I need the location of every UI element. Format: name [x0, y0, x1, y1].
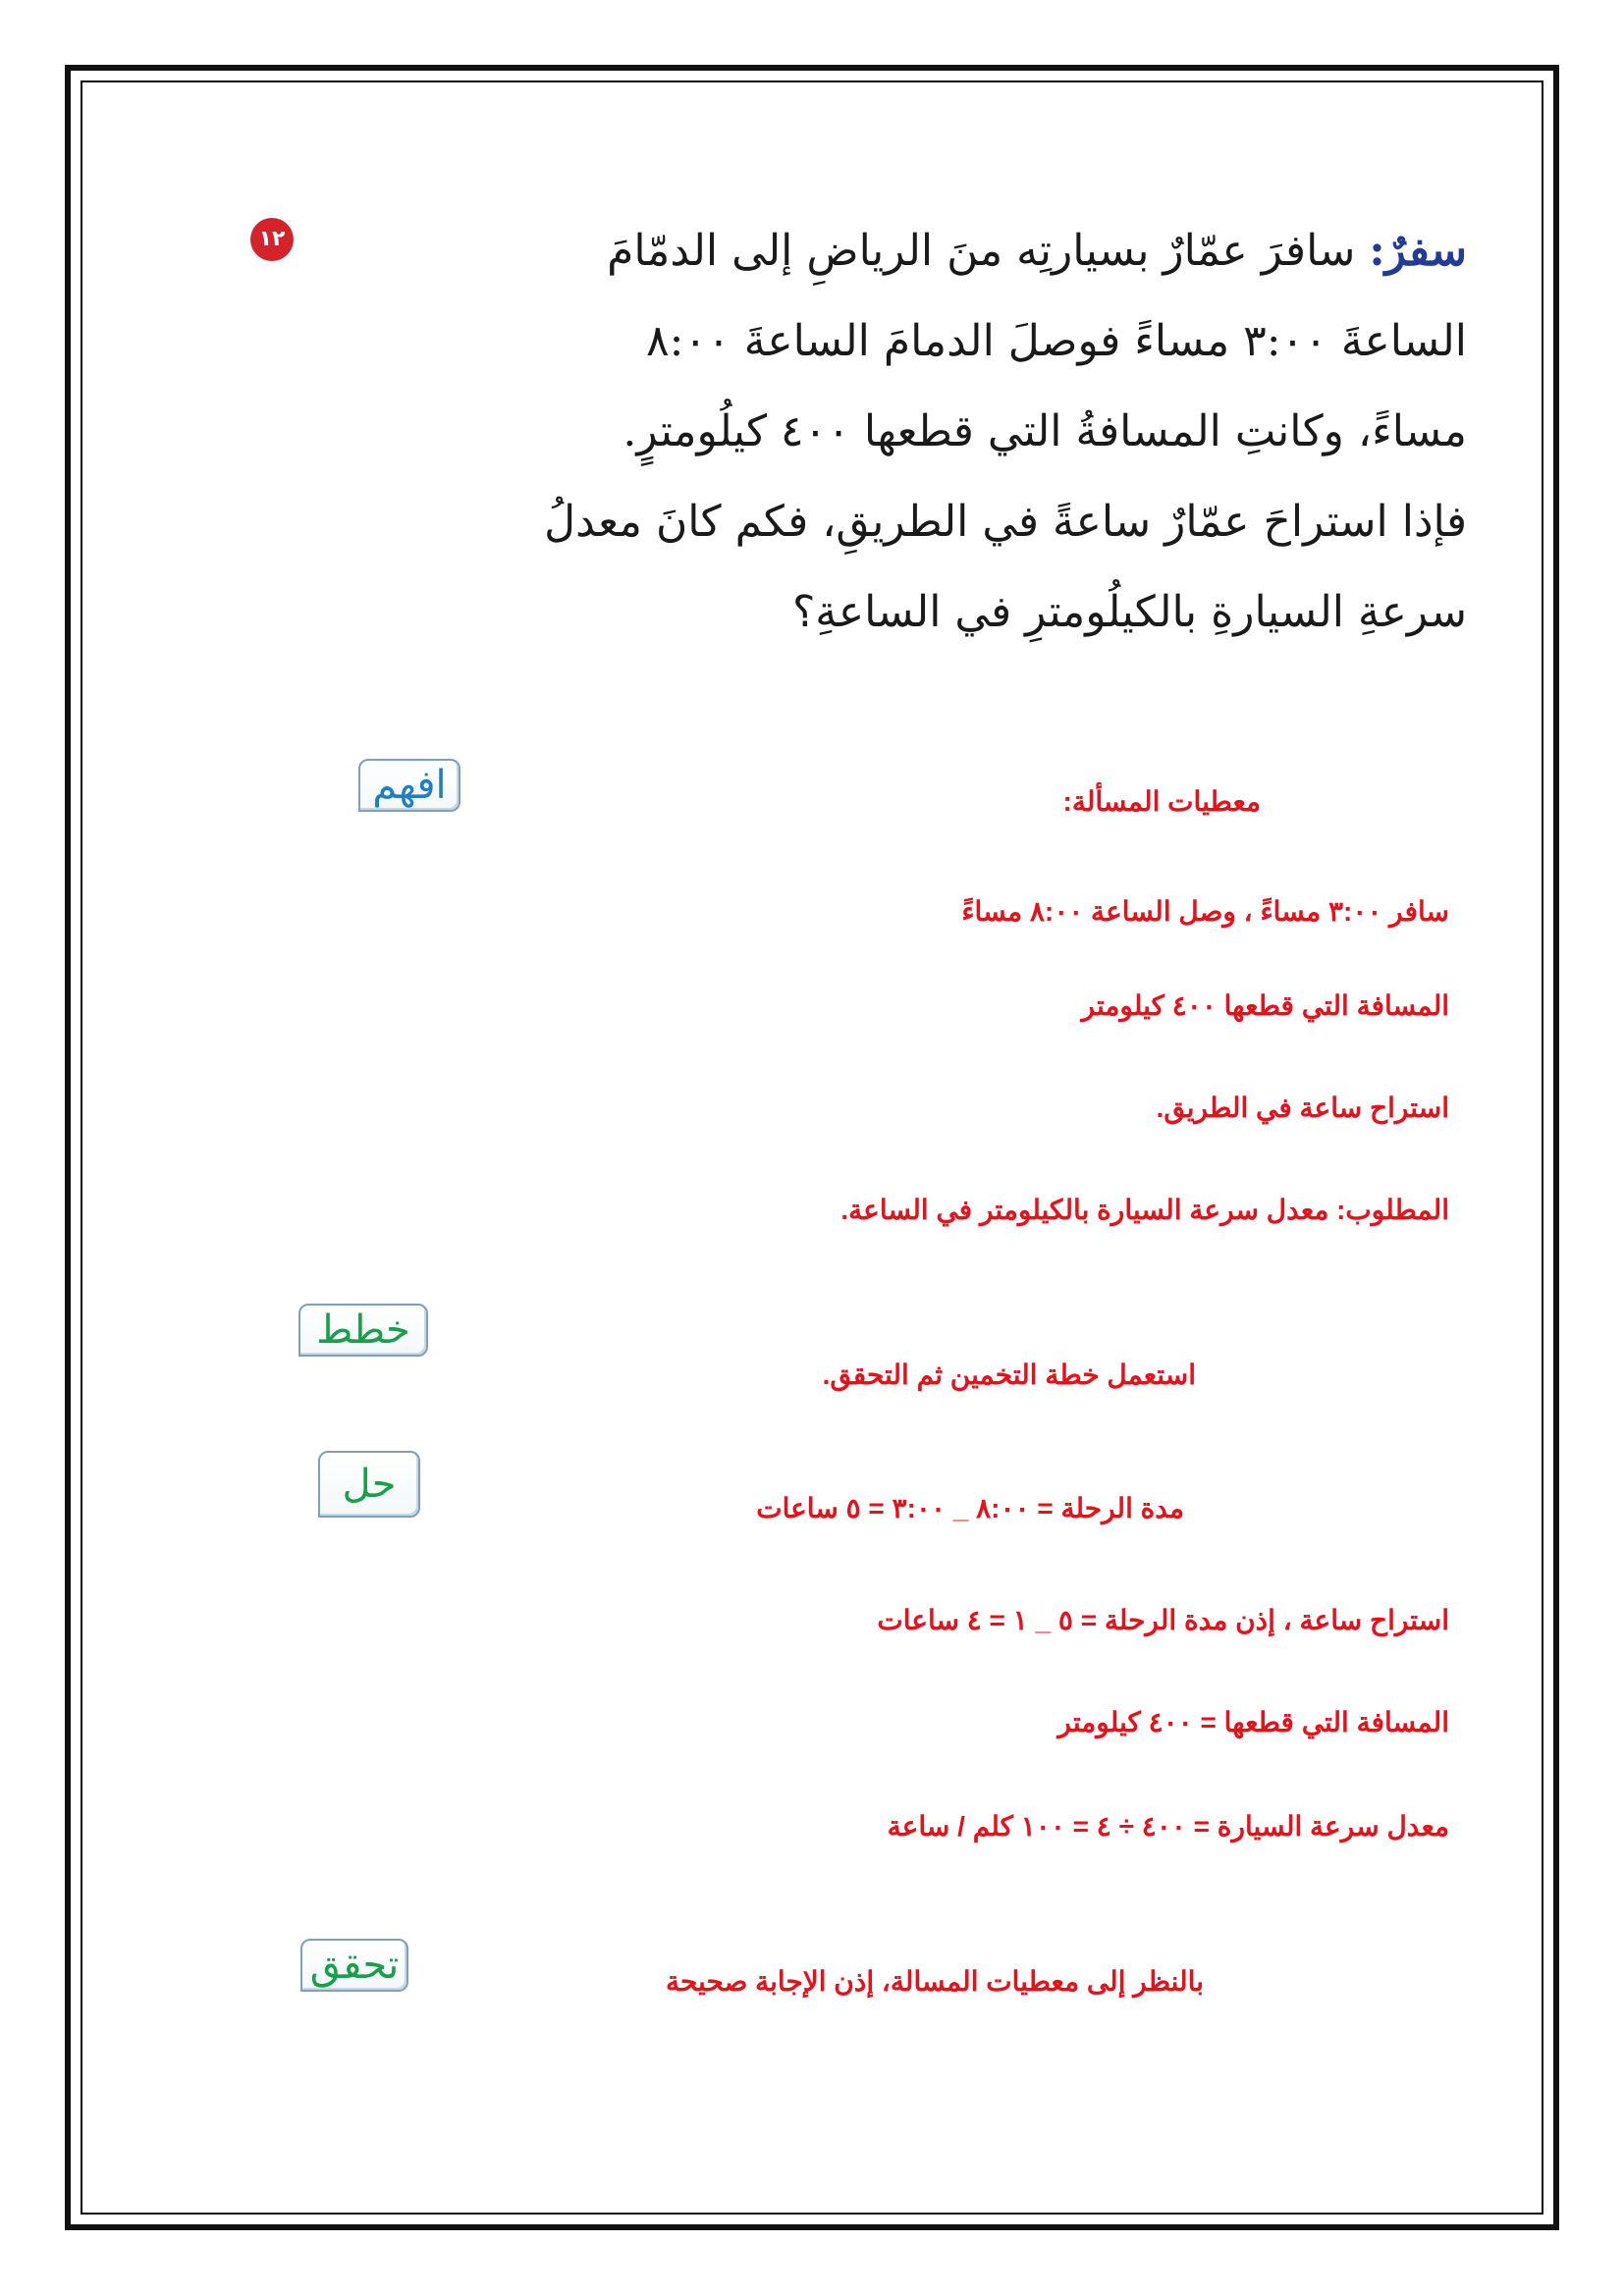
solve-line-3: المسافة التي قطعها = ٤٠٠ كيلومتر: [1057, 1707, 1449, 1737]
problem-line-1-text: سافرَ عمّارٌ بسيارتِه منَ الرياضِ إلى الدمّامَ: [607, 226, 1356, 276]
plan-text: استعمل خطة التخمين ثم التحقق.: [822, 1360, 1196, 1390]
solve-line-2: استراح ساعة ، إذن مدة الرحلة = ٥ _ ١ = ٤ ساعات: [877, 1605, 1449, 1635]
problem-statement: [338, 206, 1467, 658]
required-line: المطلوب: معدل سرعة السيارة بالكيلومتر في الساعة.: [840, 1195, 1449, 1225]
problem-line-5: سرعةِ السيارةِ بالكيلُومترِ في الساعةِ؟: [791, 587, 1467, 637]
problem-line-2: الساعةَ ٣:٠٠ مساءً فوصلَ الدمامَ الساعةَ ٨:٠٠: [646, 316, 1467, 366]
given-line-2: المسافة التي قطعها ٤٠٠ كيلومتر: [1081, 990, 1449, 1021]
plan-badge: خطط: [298, 1304, 428, 1357]
given-line-3: استراح ساعة في الطريق.: [1156, 1093, 1449, 1123]
solve-badge: حل: [318, 1451, 420, 1518]
understand-badge: افهم: [358, 759, 460, 812]
given-line-1: سافر ٣:٠٠ مساءً ، وصل الساعة ٨:٠٠ مساءً: [961, 896, 1449, 927]
check-badge: تحقق: [300, 1939, 408, 1992]
problem-line-3: مساءً، وكانتِ المسافةُ التي قطعها ٤٠٠ كيلُومترٍ.: [623, 406, 1467, 456]
problem-keyword: سفرٌ:: [1369, 226, 1467, 276]
problem-number-badge: ١٢: [250, 218, 294, 261]
solve-line-1: مدة الرحلة = ٨:٠٠ _ ٣:٠٠ = ٥ ساعات: [756, 1493, 1184, 1523]
problem-line-1: [338, 206, 1467, 296]
check-text: بالنظر إلى معطيات المسالة، إذن الإجابة صحيحة: [665, 1966, 1204, 1997]
problem-line-4: فإذا استراحَ عمّارٌ ساعةً في الطريقِ، فكم كانَ معدلُ: [544, 497, 1467, 547]
solve-line-4: معدل سرعة السيارة = ٤٠٠ ÷ ٤ = ١٠٠ كلم / ساعة: [887, 1811, 1449, 1842]
understand-heading: معطيات المسألة:: [1062, 786, 1261, 817]
